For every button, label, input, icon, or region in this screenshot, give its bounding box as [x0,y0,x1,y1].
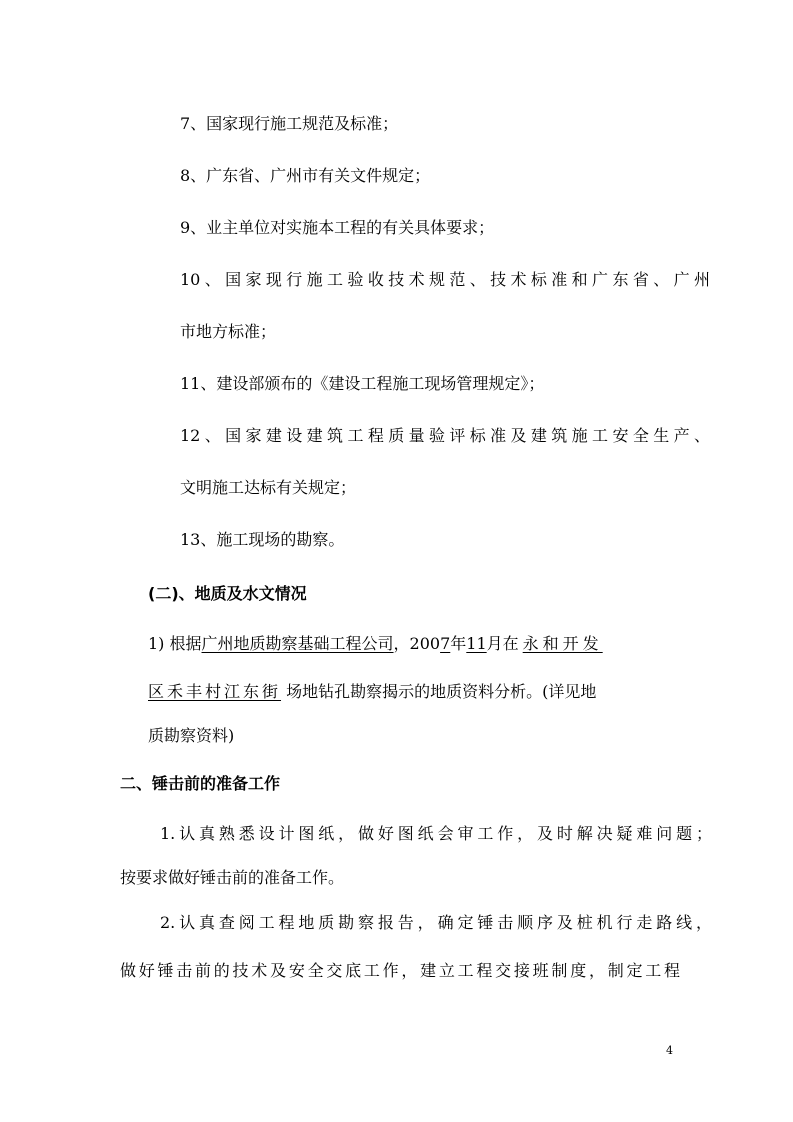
prep-paragraph-1-line-2: 按要求做好锤击前的准备工作。 [120,868,345,887]
year-last-digit: 7 [440,634,451,653]
list-item-8: 8、广东省、广州市有关文件规定； [180,166,431,185]
geology-paragraph-line-2 [148,682,596,702]
list-item-13: 13、施工现场的勘察。 [180,530,345,549]
year-digits: 200 [409,634,441,653]
location-part-2: 区禾丰村江东街 [148,682,282,701]
geology-paragraph-line-1 [148,634,603,654]
prep-paragraph-2-line-1: 2.认真查阅工程地质勘察报告，确定锤击顺序及桩机行走路线， [160,913,712,932]
list-item-12-line-1: 12、国家建设建筑工程质量验评标准及建筑施工安全生产、 [180,426,710,445]
month-label: 月在 [486,634,519,653]
survey-company: 广州地质勘察基础工程公司 [201,634,394,653]
page-number: 4 [666,1044,673,1057]
prep-heading: 二、锤击前的准备工作 [120,774,281,793]
geology-paragraph-line-3: 质勘察资料) [148,726,235,745]
list-item-9: 9、业主单位对实施本工程的有关具体要求； [180,218,495,237]
list-item-11: 11、建设部颁布的《建设工程施工现场管理规定》； [180,374,545,393]
year-label: 年 [450,634,467,653]
prep-paragraph-1-line-1: 1.认真熟悉设计图纸，做好图纸会审工作，及时解决疑难问题； [160,824,712,843]
list-item-10-line-1: 10、国家现行施工验收技术规范、技术标准和广东省、广州 [180,270,710,289]
prep-paragraph-2-line-2: 做好锤击前的技术及安全交底工作，建立工程交接班制度，制定工程 [120,961,680,980]
list-item-12-line-2: 文明施工达标有关规定； [180,478,357,497]
location-part-1: 永和开发 [522,634,603,653]
geology-heading: (二)、地质及水文情况 [148,584,307,603]
list-item-10-line-2: 市地方标准； [180,322,277,341]
list-item-7: 7、国家现行施工规范及标准； [180,114,399,133]
geology-prefix: 1) 根据 [148,634,202,653]
comma: ， [393,634,410,653]
month-value: 11 [466,634,487,653]
geology-analysis-text: 场地钻孔勘察揭示的地质资料分析。(详见地 [286,682,597,701]
